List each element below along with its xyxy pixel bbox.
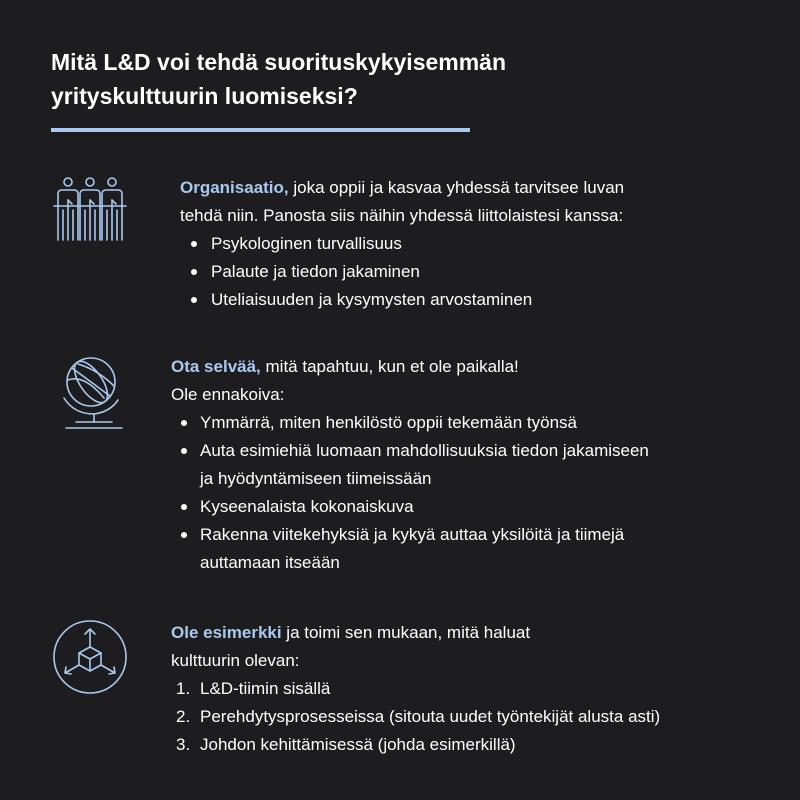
section-3-highlight: Ole esimerkki xyxy=(171,623,282,642)
list-item-line: Rakenna viitekehyksiä ja kykyä auttaa yksilöitä ja tiimejä xyxy=(200,525,625,544)
section-1-highlight: Organisaatio, xyxy=(180,178,289,197)
list-number: 2. xyxy=(176,707,191,726)
list-item xyxy=(171,675,771,703)
list-number: 1. xyxy=(176,679,191,698)
section-3-list xyxy=(171,675,771,759)
list-item-text: L&D-tiimin sisällä xyxy=(200,679,331,698)
list-item: Psykologinen turvallisuus xyxy=(180,230,740,258)
title-underline xyxy=(51,128,470,132)
section-2-list xyxy=(171,409,761,577)
section-3-lead-line-2: kulttuurin olevan: xyxy=(171,651,300,670)
section-2-lead xyxy=(171,353,761,381)
title-line-1: Mitä L&D voi tehdä suorituskykyisemmän xyxy=(51,49,507,75)
list-item: Palaute ja tiedon jakaminen xyxy=(180,258,740,286)
section-be-example xyxy=(171,619,771,759)
section-3-lead-text: ja toimi sen mukaan, mitä haluat xyxy=(281,623,531,642)
list-item-line: auttamaan itseään xyxy=(200,553,340,572)
globe-icon xyxy=(54,350,134,430)
list-item-line: Auta esimiehiä luomaan mahdollisuuksia tiedon jakamiseen xyxy=(200,441,649,460)
team-people-icon xyxy=(50,170,130,250)
page-title xyxy=(51,45,611,113)
list-item: Ymmärrä, miten henkilöstö oppii tekemään työnsä xyxy=(171,409,761,437)
list-number: 3. xyxy=(176,735,191,754)
list-item xyxy=(171,703,771,731)
list-item: Uteliaisuuden ja kysymysten arvostaminen xyxy=(180,286,740,314)
title-line-2: yrityskulttuurin luomiseksi? xyxy=(51,83,358,109)
list-item xyxy=(171,521,761,577)
section-3-lead xyxy=(171,619,771,647)
section-1-list xyxy=(180,230,740,314)
section-1-lead xyxy=(180,174,740,202)
list-item-line: ja hyödyntämiseen tiimeissään xyxy=(200,469,432,488)
list-item xyxy=(171,731,771,759)
list-item-text: Johdon kehittämisessä (johda esimerkillä) xyxy=(200,735,516,754)
section-2-lead-line-2: Ole ennakoiva: xyxy=(171,385,285,404)
section-2-highlight: Ota selvää, xyxy=(171,357,261,376)
list-item xyxy=(171,437,761,493)
section-culture-permission xyxy=(180,174,740,314)
list-item-text: Perehdytysprosesseissa (sitouta uudet työntekijät alusta asti) xyxy=(200,707,661,726)
section-find-out xyxy=(171,353,761,577)
list-item: Kyseenalaista kokonaiskuva xyxy=(171,493,761,521)
section-2-lead-text: mitä tapahtuu, kun et ole paikalla! xyxy=(260,357,519,376)
section-1-lead-text: joka oppii ja kasvaa yhdessä tarvitsee luvan xyxy=(288,178,625,197)
cube-arrows-icon xyxy=(50,617,130,697)
section-1-lead-line-2: tehdä niin. Panosta siis näihin yhdessä liittolaistesi kanssa: xyxy=(180,206,624,225)
